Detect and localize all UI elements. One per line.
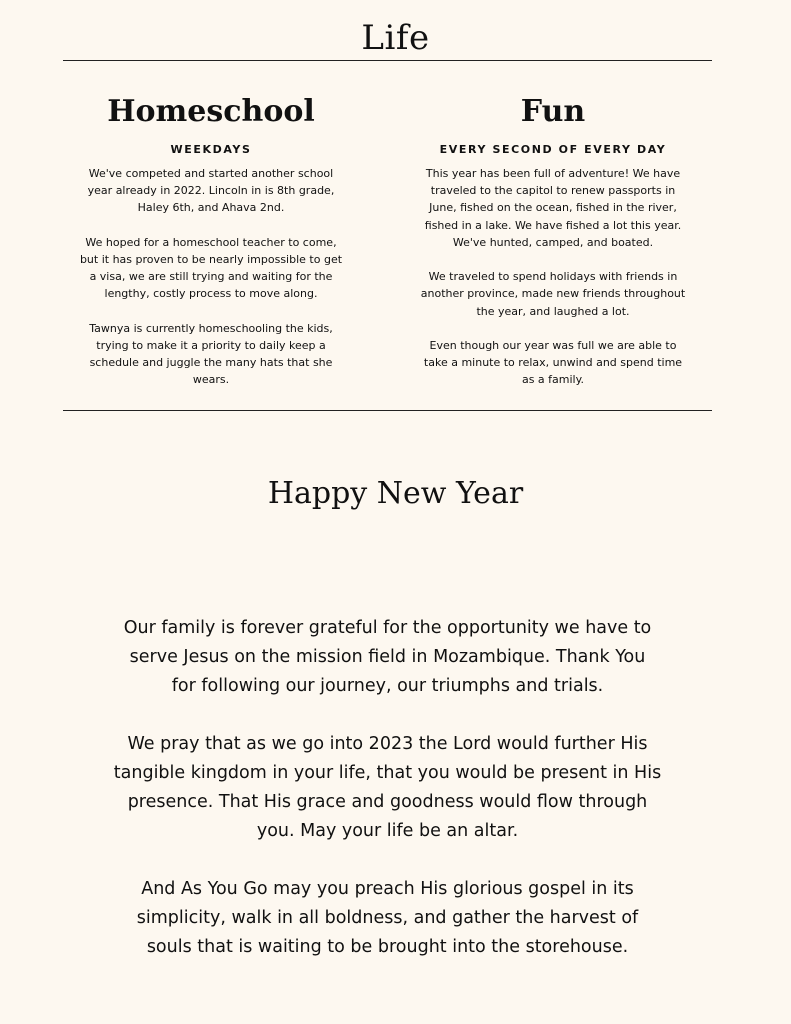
- page-title: Life: [361, 18, 430, 58]
- top-divider: [63, 60, 712, 61]
- homeschool-body: We've competed and started another school year already in 2022. Lincoln in is 8th grade, Haley 6th, and Ahava 2nd. We hoped for a homeschool teacher to come, but it has proven to be nearly impossible to get a visa, we are still trying and waiting for the lengthy, costly process to move along. Tawnya is currently homeschooling the kids, trying to make it a priority to daily keep a schedule and juggle the many hats that she wears.: [79, 167, 343, 387]
- fun-body: This year has been full of adventure! We have traveled to the capitol to renew passports in June, fished on the ocean, fished in the river, fished in a lake. We have fished a lot this year. We've hunted, camped, and boated. We traveled to spend holidays with friends in another province, made new friends throughout the year, and laughed a lot. Even though our year was full we are able to take a minute to relax, unwind and spend time as a family.: [420, 167, 686, 387]
- new-year-message: Our family is forever grateful for the opportunity we have to serve Jesus on the mission field in Mozambique. Thank You for following our journey, our triumphs and trials. We pray that as we go into 2023 the Lord would further His tangible kingdom in your life, that you would be present in His presence. That His grace and goodness would flow through you. May your life be an altar. And As You Go may you preach His glorious gospel in its simplicity, walk in all boldness, and gather the harvest of souls that is waiting to be brought into the storehouse.: [113, 618, 662, 957]
- homeschool-heading: Homeschool: [107, 94, 315, 129]
- fun-column: [408, 92, 698, 389]
- middle-divider: [63, 410, 712, 411]
- homeschool-subheading: WEEKDAYS: [170, 143, 252, 156]
- fun-subheading: EVERY SECOND OF EVERY DAY: [439, 143, 667, 156]
- fun-heading: Fun: [520, 94, 586, 129]
- homeschool-column: [66, 92, 356, 389]
- new-year-title: Happy New Year: [267, 476, 524, 511]
